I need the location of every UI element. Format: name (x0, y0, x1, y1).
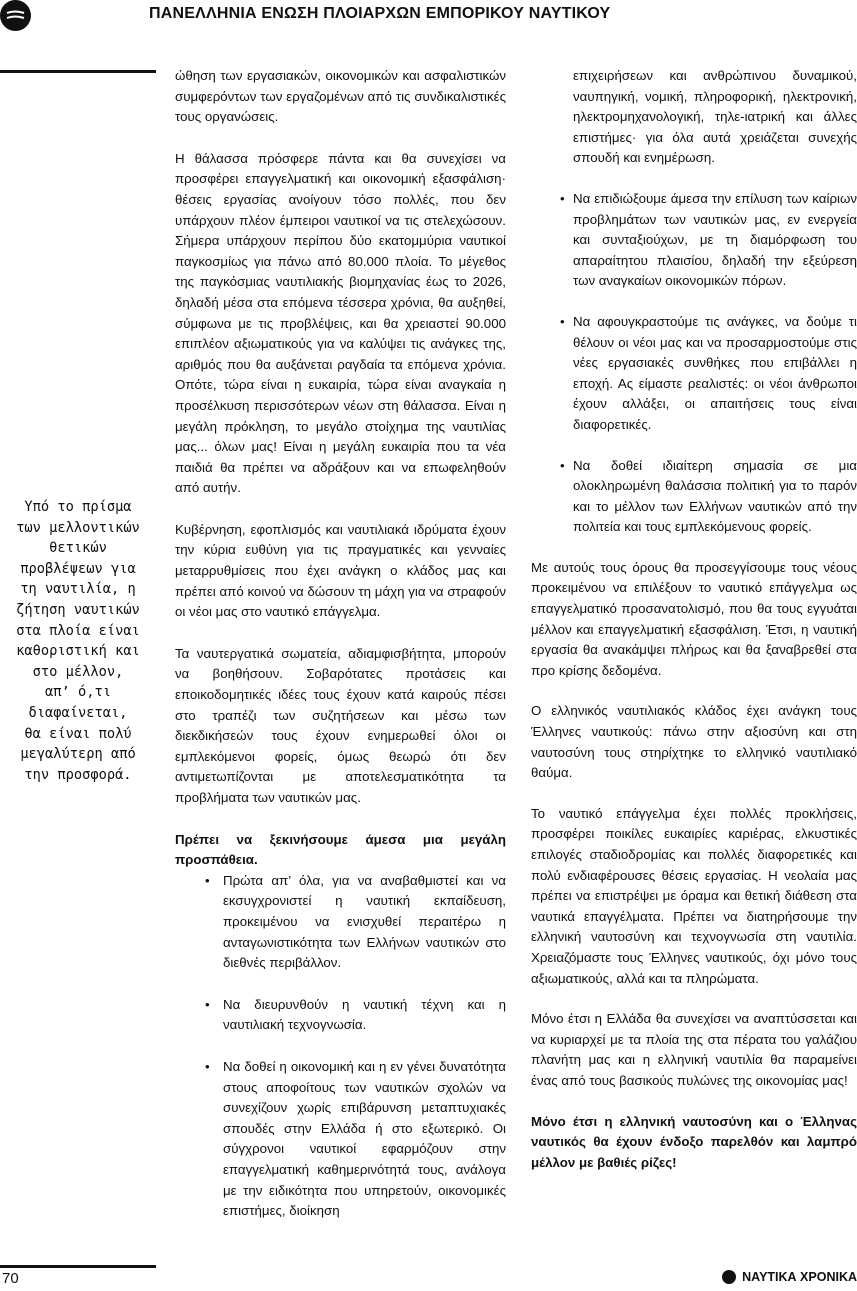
paragraph: Τα ναυτεργατικά σωματεία, αδιαμφισβήτητα, μπορούν να βοηθήσουν. Σοβαρότατες προτάσεις και εποικοδομητικές ιδέες τους έχουν κατά καιρούς πέσει στο τραπέζι των συζητήσεων και μέσω των διεκδικήσεών τους έχουν ενημερωθεί όλοι οι εμπλεκόμενοι φορείς, όμως θεωρώ ότι δεν αντιμετωπίζονται με αποτελεσματικότητα τα προβλήματα των ναυτικών μας. (175, 645, 506, 805)
paragraph: Το ναυτικό επάγγελμα έχει πολλές προκλήσεις, προσφέρει ποικίλες ευκαιρίες καριέρας, ελκυστικές επιλογές σταδιοδρομίας και πολλές διαφορετικές και πολύ ενδιαφέρουσες θέσεις εργασίας. Η νεολαία μας πρέπει να επιστρέψει με όραμα και θετική διάθεση στα ναυτικά επαγγέλματα. Πρέπει να διατηρήσουμε την ελληνική ναυτοσύνη και τεχνογνωσία στη ναυτιλία. Χρειαζόμαστε τους Έλληνες ναυτικούς, όχι μόνο τους αξιωματικούς, αλλά και τα πληρώματα. (531, 805, 857, 986)
brand-logo-icon (722, 1270, 736, 1284)
list-item: • Να δοθεί ιδιαίτερη σημασία σε μια ολοκληρωμένη θαλάσσια πολιτική για το παρόν και το μέλλον των Ελλήνων ναυτικών από την πολιτεία και τους εμπλεκόμενους φορείς. (531, 456, 857, 538)
logo-icon (0, 0, 31, 31)
bullet-list (531, 66, 857, 538)
paragraph: Κυβέρνηση, εφοπλισμός και ναυτιλιακά ιδρύματα έχουν την κύρια ευθύνη για τις πραγματικές και γενναίες μεταρρυθμίσεις που έχει ανάγκη ο κλάδος μας και πρέπει από κοινού να δώσουν τη μάχη για να στραφούν οι νέοι μας στο ναυτικό επάγγελμα. (175, 521, 506, 620)
bottom-divider (0, 1265, 156, 1268)
closing-statement: Μόνο έτσι η ελληνική ναυτοσύνη και ο Έλληνας ναυτικός θα έχουν ένδοξο παρελθόν και λαμπρό μέλλον με βαθιές ρίζες! (531, 1113, 857, 1170)
list-item: • Να διευρυνθούν η ναυτική τέχνη και η ναυτιλιακή τεχνογνωσία. (175, 995, 506, 1036)
list-item: • Να αφουγκραστούμε τις ανάγκες, να δούμε τι θέλουν οι νέοι μας και να προσαρμοστούμε στις νέες εργασιακές συνθήκες που επιβάλλει η εποχή. Ας είμαστε ρεαλιστές: οι νέοι άνθρωποι έχουν αλλάξει, οι απαιτήσεις τους είναι διαφορετικές. (531, 312, 857, 436)
list-item: • Πρώτα απ’ όλα, για να αναβαθμιστεί και να εκσυγχρονιστεί η ναυτική εκπαίδευση, προκειμένου να ενισχυθεί περαιτέρω η ανταγωνιστικότητα των Ελλήνων ναυτικών στο διεθνές περιβάλλον. (175, 871, 506, 974)
brand-name: ΝΑΥΤΙΚΑ ΧΡΟΝΙΚΑ (742, 1270, 857, 1284)
paragraph: Ο ελληνικός ναυτιλιακός κλάδος έχει ανάγκη τους Έλληνες ναυτικούς: πάνω στην αξιοσύνη και στη ναυτοσύνη τους στηρίχτηκε το ελληνικό ναυτιλιακό θαύμα. (531, 703, 857, 781)
paragraph: Με αυτούς τους όρους θα προσεγγίσουμε τους νέους προκειμένου να επιλέξουν το ναυτικό επάγγελμα ως επαγγελματικό προσανατολισμό, που θα τους εγγυάται μέλλον και επαγγελματική εξασφάλιση. Έτσι, η ναυτική εργασία θα ανακάμψει πλήρως και θα ξαναβρεθεί στα προ κρίσης δεδομένα. (531, 559, 857, 678)
paragraph: Μόνο έτσι η Ελλάδα θα συνεχίσει να αναπτύσσεται και να κυριαρχεί με τα πλοία της στα πέρατα του γαλάζιου πλανήτη μας και η ελληνική ναυτιλία θα παραμείνει ένας από τους βασικούς πυλώνες της οικονομίας μας! (531, 1011, 857, 1088)
paragraph: Η θάλασσα πρόσφερε πάντα και θα συνεχίσει να προσφέρει επαγγελματική και οικονομική εξασφάλιση· θέσεις εργασίας ανοίγουν τόσο πολλές, που δεν υπάρχουν πλέον έμπειροι ναυτικοί να τις στελεχώσουν. Σήμερα υπάρχουν περίπου δύο εκατομμύρια ναυτικοί παγκοσμίως για πάνω από 80.000 πλοία. Το μέγεθος της παγκόσμιας ναυτιλιακής βιομηχανίας έως το 2026, δηλαδή μέσα στα επόμενα τέσσερα χρόνια, θα αυξηθεί, σύμφωνα με τις προβλέψεις, και θα χρειαστεί 90.000 επιπλέον αξιωματικούς για να καλύψει τις ανάγκες της, αριθμός που θα αυξάνεται ραγδαία τα επόμενα χρόνια. Οπότε, τώρα είναι η ευκαιρία, τώρα είναι αναγκαία η προσέλκυση περισσότερων νέων στη θάλασσα. Είναι η μεγάλη πρόκληση, το μεγάλο στοίχημα της ναυτιλίας μας... όλων μας! Είναι η μεγάλη ευκαιρία που τα νέα παιδιά θα πρέπει να αδράξουν και να επωφεληθούν από αυτήν. (175, 150, 506, 496)
pull-quote: Υπό το πρίσμα των μελλοντικών θετικών προβλέψεων για τη ναυτιλία, η ζήτηση ναυτικών στα πλοία είναι καθοριστική και στο μέλλον, απ’ ό,τι διαφαίνεται, θα είναι πολύ μεγαλύτερη από την προσφορά. (16, 499, 140, 783)
page-header-title: ΠΑΝΕΛΛΗΝΙΑ ΕΝΩΣΗ ΠΛΟΙΑΡΧΩΝ ΕΜΠΟΡΙΚΟΥ ΝΑΥΤΙΚΟΥ (149, 5, 611, 22)
top-divider (0, 70, 156, 73)
footer-brand (722, 1270, 857, 1284)
middle-column (175, 66, 506, 1243)
section-subheading: Πρέπει να ξεκινήσουμε άμεσα μια μεγάλη προσπάθεια. (175, 831, 506, 868)
logo-glyph (6, 9, 25, 22)
right-column (531, 66, 857, 1193)
bullet-list (175, 871, 506, 1222)
list-item: • Να επιδιώξουμε άμεσα την επίλυση των καίριων προβλημάτων των ναυτικών μας, εν ενεργεία και συνταξιούχων, με τη διαμόρφωση του απαραίτητου πλαισίου, δηλαδή την εξεύρεση των αναγκαίων οικονομικών πόρων. (531, 189, 857, 292)
paragraph: ώθηση των εργασιακών, οικονομικών και ασφαλιστικών συμφερόντων των εργαζομένων από τις συνδικαλιστικές τους οργανώσεις. (175, 68, 506, 125)
list-item-continuation: επιχειρήσεων και ανθρώπινου δυναμικού, ναυπηγική, νομική, πληροφορική, ηλεκτρονική, ηλεκτρομηχανολογική, τηλε-ιατρική και άλλες επιστήμες· για όλα αυτά χρειάζεται συνεχής σπουδή και ενημέρωση. (573, 68, 857, 166)
list-item: • Να δοθεί η οικονομική και η εν γένει δυνατότητα στους αποφοίτους των ναυτικών σχολών να συνεχίζουν χωρίς επιβάρυνση μεταπτυχιακές σπουδές στην Ελλάδα ή στο εξωτερικό. Οι σύγχρονοι ναυτικοί εφαρμόζουν στην επαγγελματική καθημερινότητά τους, ανάλογα με την ειδικότητα που υπηρετούν, οικονομικές επιστήμες, διοίκηση (175, 1057, 506, 1222)
page-number: 70 (2, 1270, 19, 1287)
